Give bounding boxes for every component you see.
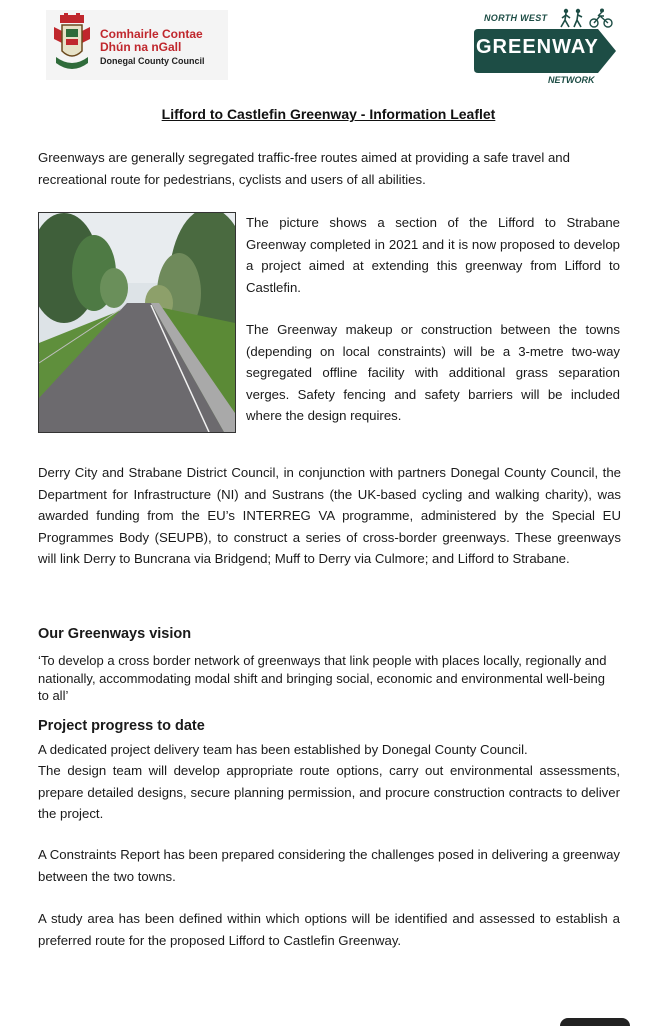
progress-heading: Project progress to date: [38, 718, 205, 734]
construction-paragraph: The Greenway makeup or construction between the towns (depending on local constraints) will be a 3-metre two-way segregated offline facility with additional grass separation verges. Safety fencing and safety barriers will be included where the design requires.: [246, 322, 620, 423]
vision-statement: ‘To develop a cross border network of greenways that link people with places locally, regionally and nationally, accommodating modal shift and bringing social, economic and environmental well-being to all’: [38, 653, 607, 703]
north-west-greenway-network-logo: [468, 8, 618, 90]
greenway-logo-top-text: NORTH WEST: [484, 13, 548, 23]
council-name-english: Donegal County Council: [100, 56, 205, 66]
intro-paragraph: Greenways are generally segregated traffic-free routes aimed at providing a safe travel and recreational route for pedestrians, cyclists and users of all abilities.: [38, 150, 570, 187]
page-corner-mark: [560, 1018, 630, 1026]
progress-paragraph-1: A dedicated project delivery team has been established by Donegal County Council.: [38, 742, 528, 757]
progress-paragraph-4: A study area has been defined within which options will be identified and assessed to establish a preferred route for the proposed Lifford to Castlefin Greenway.: [38, 911, 620, 948]
council-name-irish-line1: Comhairle Contae: [100, 27, 203, 41]
council-name-irish-line2: Dhún na nGall: [100, 40, 182, 54]
progress-paragraph-3: A Constraints Report has been prepared considering the challenges posed in delivering a greenway between the two towns.: [38, 847, 620, 884]
greenway-logo-bottom-text: NETWORK: [548, 75, 595, 85]
donegal-county-council-logo: [46, 10, 228, 80]
vision-heading: Our Greenways vision: [38, 626, 192, 642]
picture-description-paragraph: The picture shows a section of the Lifford to Strabane Greenway completed in 2021 and it is now proposed to develop a project aimed at extending this greenway from Lifford to Castlefin.: [246, 215, 620, 295]
funding-paragraph: Derry City and Strabane District Council, in conjunction with partners Donegal County Council, the Department for Infrastructure (NI) and Sustrans (the UK-based cycling and walking charity), was awarded funding from the EU’s INTERREG VA programme, administered by the Special EU Programmes Body (SEUPB), to construct a series of cross-border greenways. These greenways will link Derry to Buncrana via Bridgend; Muff to Derry via Culmore; and Lifford to Strabane.: [38, 465, 621, 566]
walker-cyclist-icon: [558, 8, 616, 28]
greenway-photo: [38, 212, 236, 433]
leaflet-title: Lifford to Castlefin Greenway - Information Leaflet: [161, 106, 496, 122]
header: [0, 0, 657, 95]
greenway-logo-main-text: GREENWAY: [476, 36, 599, 58]
greenway-path-image: [39, 213, 235, 432]
council-crest-icon: [52, 13, 92, 75]
progress-paragraph-2: The design team will develop appropriate route options, carry out environmental assessments, prepare detailed designs, secure planning permission, and procure construction contracts to deliver the project.: [38, 763, 620, 821]
